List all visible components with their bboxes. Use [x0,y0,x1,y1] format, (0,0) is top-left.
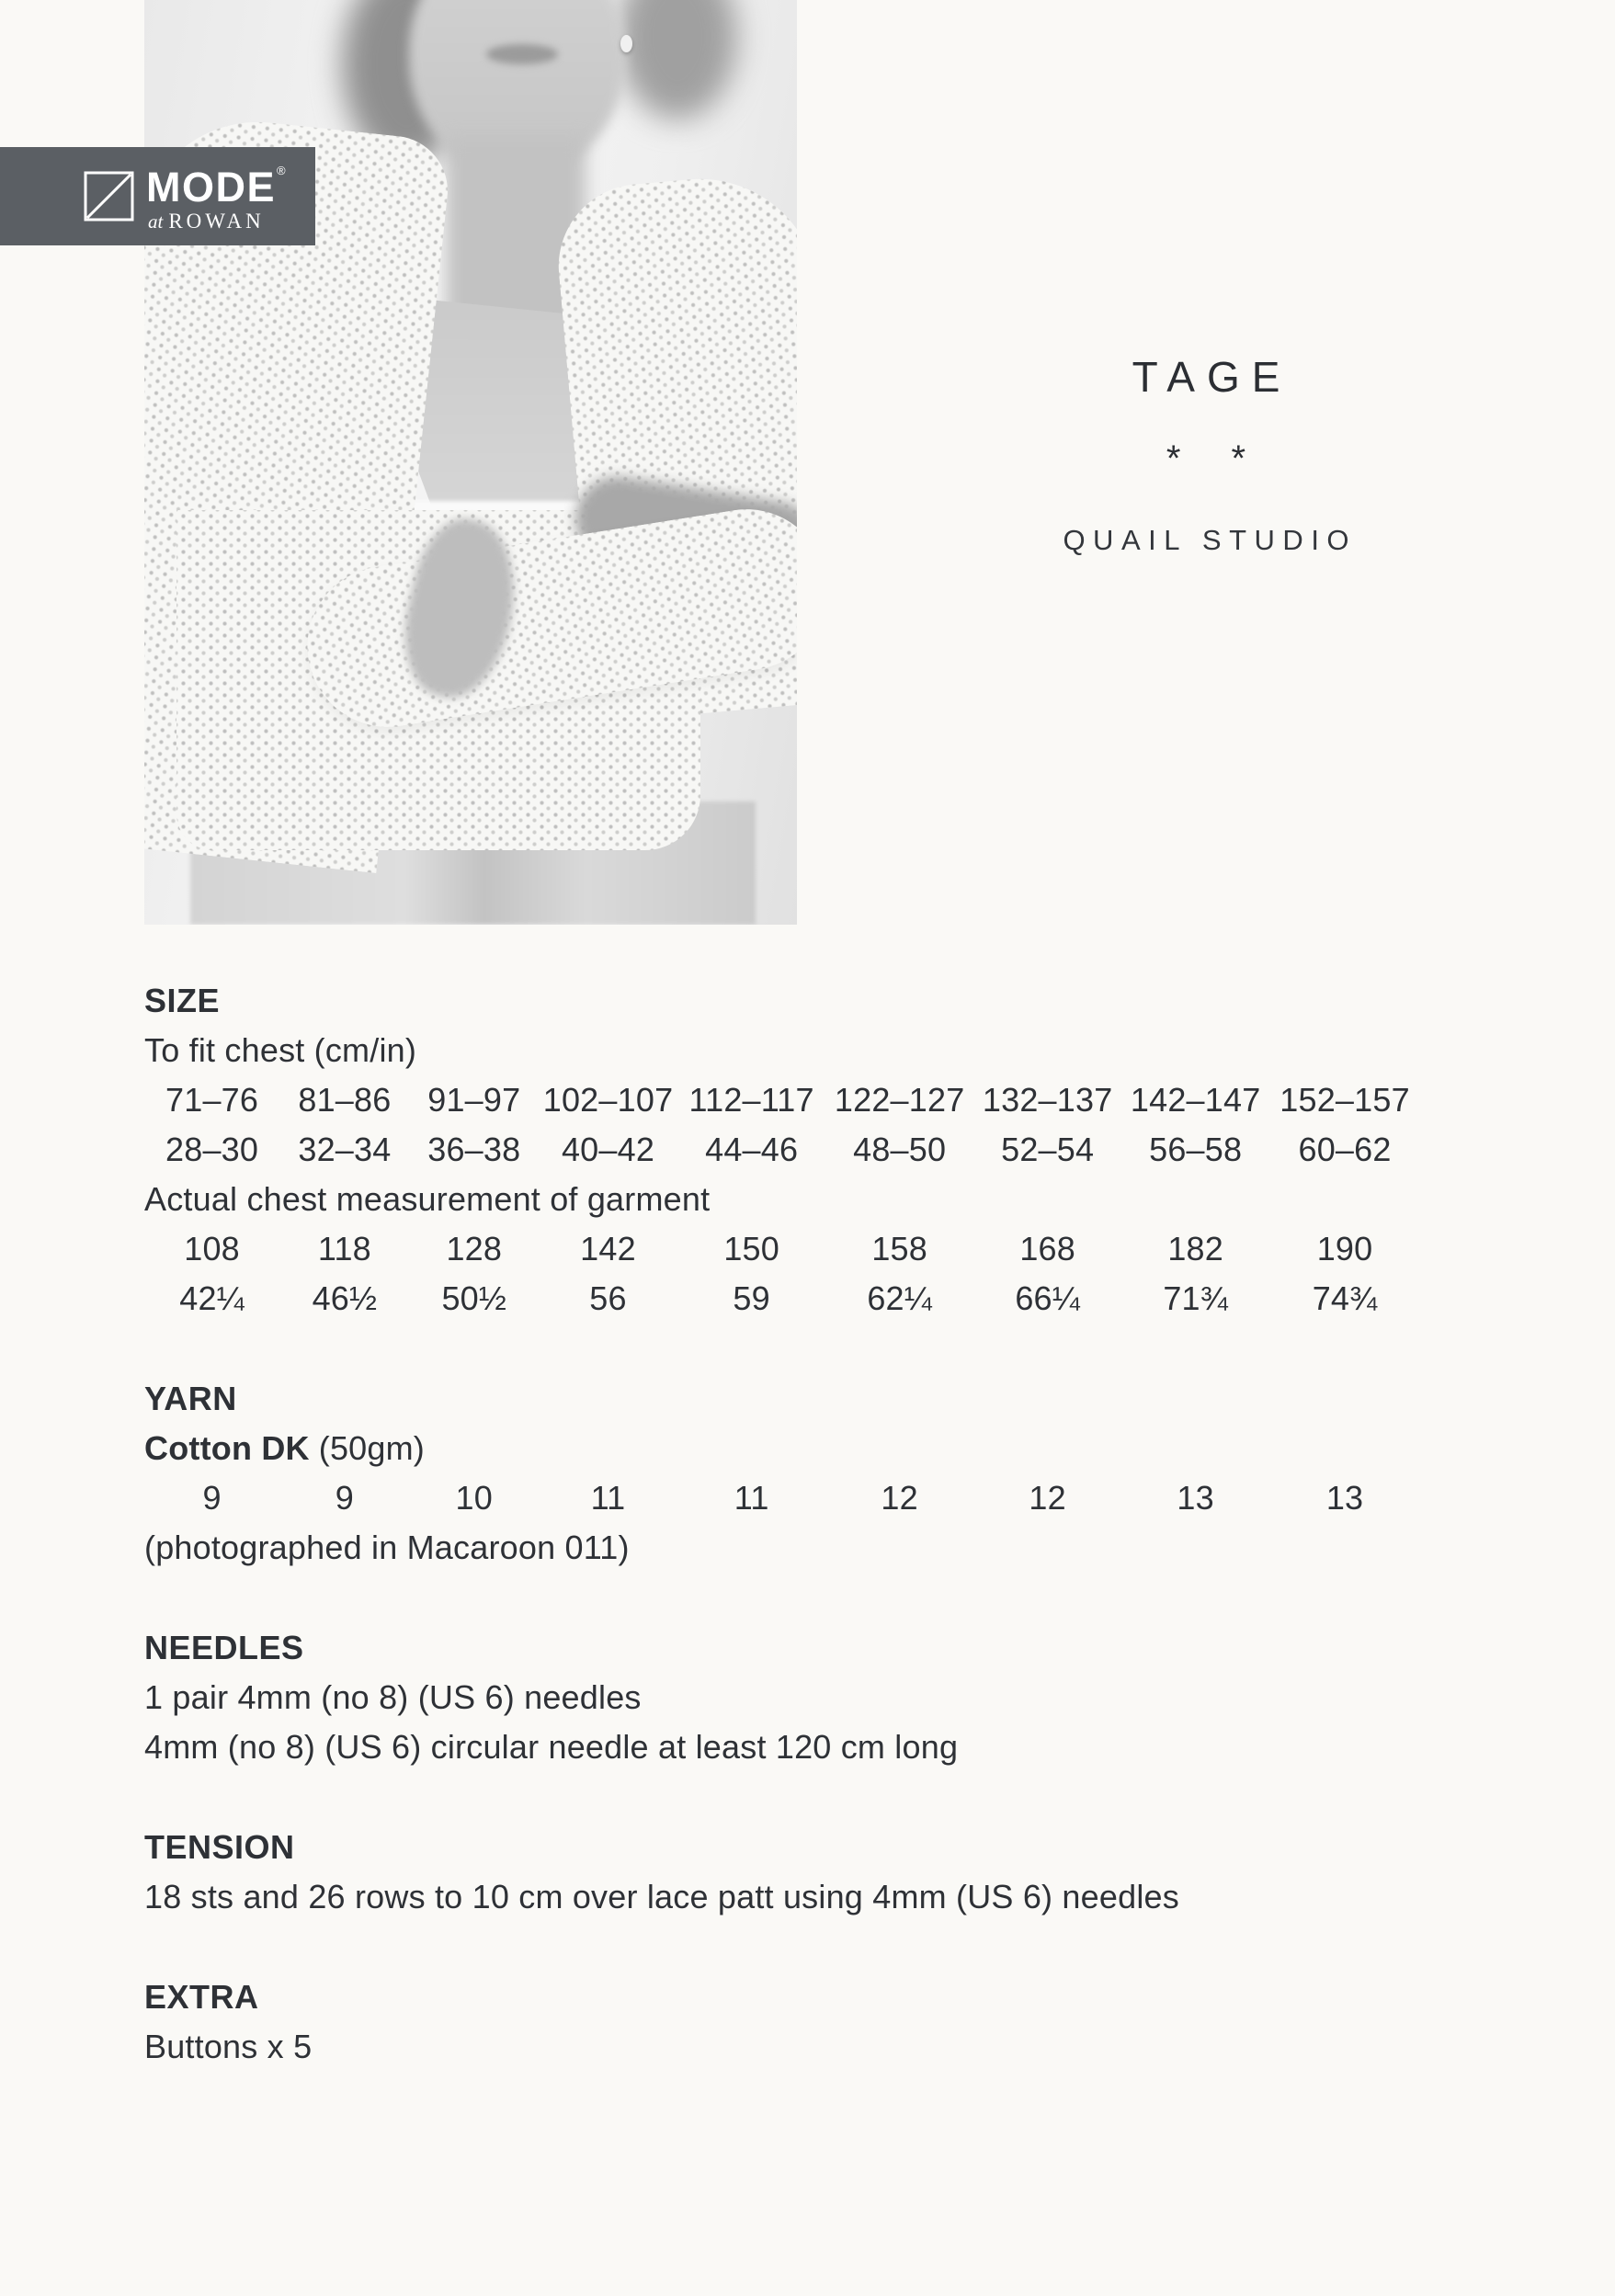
yarn-qty: 9 [202,1479,222,1517]
yarn-qty: 13 [1177,1479,1214,1517]
to-fit-in: 44–46 [705,1131,799,1168]
extra-text: Buttons x 5 [144,2028,313,2065]
photo-earring [620,35,632,52]
tension-heading: TENSION [144,1828,295,1866]
yarn-name-line [144,1424,1422,1473]
actual-cm: 150 [723,1230,779,1267]
to-fit-in: 56–58 [1149,1131,1243,1168]
to-fit-cm: 152–157 [1279,1081,1410,1119]
to-fit-in: 36–38 [427,1131,521,1168]
actual-chest-label: Actual chest measurement of garment [144,1180,711,1218]
yarn-colour-note: (photographed in Macaroon 011) [144,1529,630,1566]
size-heading: SIZE [144,982,221,1019]
difficulty-stars: * * [1166,438,1267,479]
designer-name: QUAIL STUDIO [1063,524,1358,556]
to-fit-chest-label: To fit chest (cm/in) [144,1031,417,1069]
needles-line-1: 1 pair 4mm (no 8) (US 6) needles [144,1678,642,1716]
yarn-qty: 13 [1325,1479,1364,1517]
pattern-title: TAGE [1132,353,1292,401]
yarn-qty: 9 [335,1479,355,1517]
to-fit-cm: 142–147 [1130,1081,1261,1119]
actual-cm: 108 [184,1230,240,1267]
actual-in: 46½ [312,1279,378,1317]
actual-in: 71¾ [1163,1279,1228,1317]
yarn-name: Cotton DK [144,1429,310,1467]
actual-cm: 128 [446,1230,503,1267]
to-fit-in: 48–50 [853,1131,947,1168]
actual-cm: 168 [1019,1230,1075,1267]
to-fit-cm: 102–107 [542,1081,674,1119]
yarn-qty: 12 [1029,1479,1066,1517]
yarn-put-up: (50gm) [318,1429,425,1467]
to-fit-chest-in-row [144,1125,1420,1175]
brand-name-text: MODE [146,164,276,210]
yarn-qty: 11 [590,1479,626,1517]
actual-in: 56 [589,1279,627,1317]
to-fit-in: 52–54 [1001,1131,1095,1168]
brand-tagline-rowan: ROWAN [168,210,265,233]
yarn-qty: 12 [881,1479,918,1517]
actual-in: 42¼ [179,1279,245,1317]
actual-cm: 158 [871,1230,927,1267]
to-fit-cm: 71–76 [165,1081,259,1119]
to-fit-in: 60–62 [1298,1131,1392,1168]
registered-trademark-icon: ® [277,164,288,177]
actual-cm: 118 [317,1230,371,1267]
to-fit-cm: 132–137 [982,1081,1113,1119]
actual-cm: 190 [1316,1230,1373,1267]
actual-chest-cm-row [144,1224,1420,1274]
tension-text: 18 sts and 26 rows to 10 cm over lace patt using 4mm (US 6) needles [144,1878,1179,1915]
to-fit-cm: 122–127 [834,1081,965,1119]
brand-banner [0,147,315,245]
photo-lips [486,44,558,64]
extra-heading: EXTRA [144,1978,259,2016]
needles-heading: NEEDLES [144,1629,304,1666]
needles-section [144,1623,1422,1772]
actual-in: 50½ [441,1279,507,1317]
needles-line-2: 4mm (no 8) (US 6) circular needle at least 120 cm long [144,1728,959,1766]
model-photo [144,0,797,925]
actual-in: 59 [733,1279,770,1317]
brand-tagline-at: at [148,210,164,233]
to-fit-in: 40–42 [561,1131,655,1168]
actual-cm: 142 [580,1230,636,1267]
extra-section [144,1972,1422,2072]
to-fit-in: 32–34 [298,1131,392,1168]
mode-square-logo-icon [84,171,134,222]
photo-hair-right [618,0,737,119]
to-fit-chest-cm-row [144,1075,1420,1125]
yarn-quantity-row [144,1473,1420,1523]
actual-in: 62¼ [867,1279,932,1317]
brand-tagline [148,210,265,233]
tension-section [144,1823,1422,1922]
actual-in: 74¾ [1312,1279,1378,1317]
actual-cm: 182 [1167,1230,1223,1267]
pattern-specs [144,976,1422,2072]
to-fit-cm: 91–97 [427,1081,521,1119]
yarn-qty: 10 [455,1479,493,1517]
to-fit-cm: 112–117 [688,1081,814,1119]
to-fit-in: 28–30 [165,1131,259,1168]
pattern-header [797,0,1615,557]
size-section [144,976,1422,1324]
brand-name [146,166,286,208]
actual-chest-in-row [144,1274,1420,1324]
yarn-section [144,1374,1422,1573]
to-fit-cm: 81–86 [298,1081,392,1119]
actual-in: 66¼ [1015,1279,1080,1317]
yarn-heading: YARN [144,1380,237,1417]
yarn-qty: 11 [734,1479,769,1517]
